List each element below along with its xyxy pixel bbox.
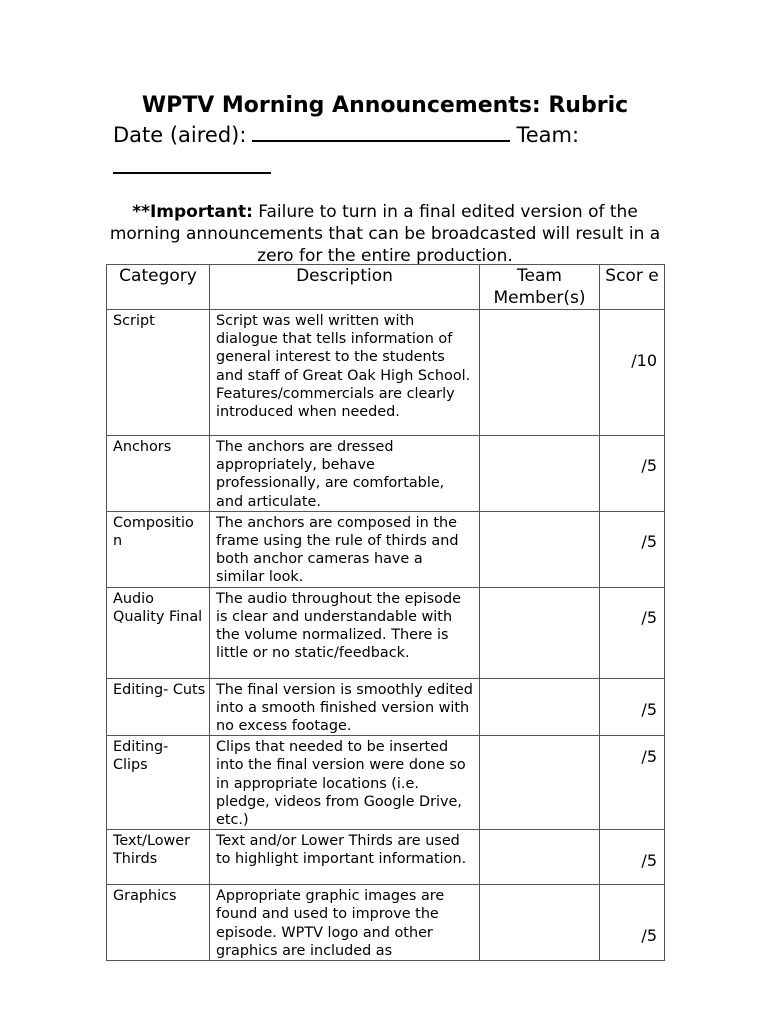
row-score-cell[interactable] — [600, 736, 665, 830]
important-notice — [100, 201, 670, 267]
team-label: Team: — [516, 123, 580, 147]
row-description: The anchors are composed in the frame using the rule of thirds and both anchor cameras have a similar look. — [210, 511, 480, 587]
row-category: Editing- Clips — [107, 736, 210, 830]
row-score-cell[interactable] — [600, 587, 665, 678]
header-description: Description — [210, 265, 480, 310]
row-score: /5 — [641, 851, 657, 871]
header-score: Scor e — [600, 265, 665, 310]
row-description: Text and/or Lower Thirds are used to highlight important information. — [210, 830, 480, 885]
row-score-cell[interactable] — [600, 830, 665, 885]
row-team-member-cell[interactable] — [480, 310, 600, 436]
table-row — [107, 885, 665, 961]
row-team-member-cell[interactable] — [480, 511, 600, 587]
row-score: /5 — [641, 926, 657, 946]
row-team-member-cell[interactable] — [480, 830, 600, 885]
document-title: WPTV Morning Announcements: Rubric — [141, 93, 629, 118]
header-team-members: Team Member(s) — [480, 265, 600, 310]
table-row — [107, 310, 665, 436]
row-score: /5 — [641, 699, 657, 719]
row-score: /5 — [641, 456, 657, 475]
date-blank-field[interactable] — [252, 120, 510, 142]
date-team-line — [113, 120, 579, 149]
row-description: Script was well written with dialogue that tells information of general interest to the students and staff of Great Oak High School. Features/commercials are clearly introduced when needed. — [210, 310, 480, 436]
row-score-cell[interactable] — [600, 885, 665, 961]
row-description: Clips that needed to be inserted into the final version were done so in appropriate locations (i.e. pledge, videos from Google Drive, etc.) — [210, 736, 480, 830]
important-text: Failure to turn in a final edited version of the morning announcements that can be broadcasted will result in a zero for the entire production. — [109, 202, 661, 266]
row-score-cell[interactable] — [600, 511, 665, 587]
row-category: Script — [107, 310, 210, 436]
row-score: /10 — [631, 351, 657, 370]
row-score-cell[interactable] — [600, 310, 665, 436]
row-team-member-cell[interactable] — [480, 885, 600, 961]
row-category: Anchors — [107, 436, 210, 512]
row-category: Audio Quality Final — [107, 587, 210, 678]
row-category: Text/Lower Thirds — [107, 830, 210, 885]
row-score: /5 — [641, 607, 657, 627]
team-blank-field[interactable] — [113, 150, 271, 174]
table-row — [107, 587, 665, 678]
table-row — [107, 678, 665, 736]
row-team-member-cell[interactable] — [480, 587, 600, 678]
row-category: Compositio n — [107, 511, 210, 587]
table-header-row — [107, 265, 665, 310]
row-team-member-cell[interactable] — [480, 436, 600, 512]
header-category: Category — [107, 265, 210, 310]
row-description: Appropriate graphic images are found and used to improve the episode. WPTV logo and other graphics are included as — [210, 885, 480, 961]
row-category: Editing- Cuts — [107, 678, 210, 736]
row-team-member-cell[interactable] — [480, 678, 600, 736]
table-row — [107, 511, 665, 587]
row-score-cell[interactable] — [600, 678, 665, 736]
important-label: **Important: — [132, 202, 253, 222]
date-label: Date (aired): — [113, 123, 247, 147]
row-description: The final version is smoothly edited into a smooth finished version with no excess footage. — [210, 678, 480, 736]
table-row — [107, 830, 665, 885]
row-description: The audio throughout the episode is clear and understandable with the volume normalized. There is little or no static/feedback. — [210, 587, 480, 678]
rubric-table — [106, 264, 665, 961]
row-team-member-cell[interactable] — [480, 736, 600, 830]
table-row — [107, 436, 665, 512]
row-score-cell[interactable] — [600, 436, 665, 512]
row-category: Graphics — [107, 885, 210, 961]
row-score: /5 — [641, 531, 657, 551]
row-description: The anchors are dressed appropriately, behave professionally, are comfortable, and articulate. — [210, 436, 480, 512]
row-score: /5 — [641, 747, 657, 767]
table-row — [107, 736, 665, 830]
